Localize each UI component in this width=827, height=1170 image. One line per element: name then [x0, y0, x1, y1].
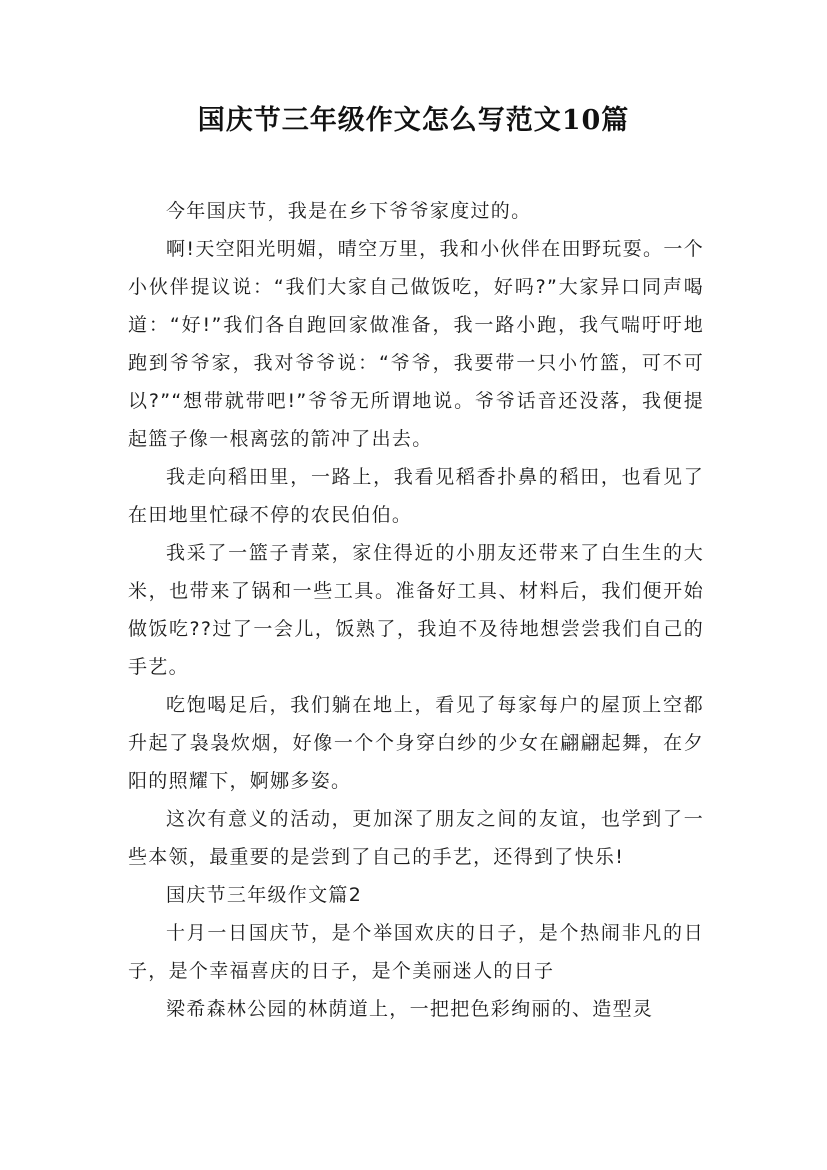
paragraph-7: 十月一日国庆节，是个举国欢庆的日子，是个热闹非凡的日子，是个幸福喜庆的日子，是个美丽迷人的日子 — [128, 922, 704, 982]
paragraph-6: 这次有意义的活动，更加深了朋友之间的友谊，也学到了一些本领，最重要的是尝到了自己的手艺，还得到了快乐! — [128, 808, 704, 868]
paragraph-8: 梁希森林公园的林荫道上，一把把色彩绚丽的、造型灵 — [166, 998, 654, 1020]
paragraph-1: 今年国庆节，我是在乡下爷爷家度过的。 — [166, 200, 532, 222]
document-body — [128, 192, 704, 1028]
section-heading-2: 国庆节三年级作文篇2 — [166, 884, 363, 906]
paragraph-2: 啊!天空阳光明媚，晴空万里，我和小伙伴在田野玩耍。一个小伙伴提议说：“我们大家自己做饭吃，好吗?”大家异口同声喝道：“好!”我们各自跑回家做准备，我一路小跑，我气喘吁吁地跑到爷爷家，我对爷爷说：“爷爷，我要带一只小竹篮，可不可以?”“想带就带吧!”爷爷无所谓地说。爷爷话音还没落，我便提起篮子像一根离弦的箭冲了出去。 — [128, 238, 704, 450]
paragraph-3: 我走向稻田里，一路上，我看见稻香扑鼻的稻田，也看见了在田地里忙碌不停的农民伯伯。 — [128, 466, 704, 526]
paragraph-4: 我采了一篮子青菜，家住得近的小朋友还带来了白生生的大米，也带来了锅和一些工具。准备好工具、材料后，我们便开始做饭吃??过了一会儿，饭熟了，我迫不及待地想尝尝我们自己的手艺。 — [128, 542, 704, 678]
paragraph-5: 吃饱喝足后，我们躺在地上，看见了每家每户的屋顶上空都升起了袅袅炊烟，好像一个个身穿白纱的少女在翩翩起舞，在夕阳的照耀下，婀娜多姿。 — [128, 694, 704, 792]
document-title: 国庆节三年级作文怎么写范文10篇 — [197, 105, 630, 136]
